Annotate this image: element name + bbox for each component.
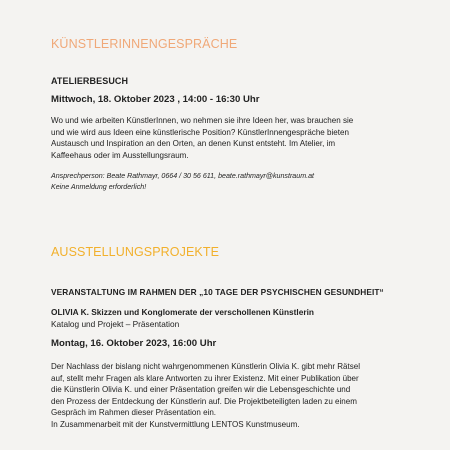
paragraph-line: In Zusammenarbeit mit der Kunstvermittlung LENTOS Kunstmuseum. bbox=[51, 419, 300, 429]
event-title-veranstaltung: VERANSTALTUNG IM RAHMEN DER „10 TAGE DER PSYCHISCHEN GESUNDHEIT“ bbox=[51, 287, 384, 297]
paragraph-line: Wo und wie arbeiten KünstlerInnen, wo nehmen sie ihre Ideen her, was brauchen sie bbox=[51, 116, 354, 125]
paragraph-line: auf, stellt mehr Fragen als klare Antworten zu ihrer Existenz. Mit einer Publikation über bbox=[51, 373, 359, 383]
event-subtitle-olivia-k: OLIVIA K. Skizzen und Konglomerate der verschollenen Künstlerin bbox=[51, 307, 314, 317]
contact-line: Ansprechperson: Beate Rathmayr, 0664 / 30 56 611, beate.rathmayr@kunstraum.at bbox=[51, 172, 314, 180]
paragraph-line: den Prozess der Entdeckung der Künstlerin auf. Die Projektbeteiligten laden zu einem bbox=[51, 396, 357, 406]
paragraph-line: die Künstlerin Olivia K. und einer Präsentation greifen wir die Lebensgeschichte und bbox=[51, 385, 351, 395]
paragraph-line: Der Nachlass der bislang nicht wahrgenommenen Künstlerin Olivia K. gibt mehr Rätsel bbox=[51, 362, 361, 371]
event-description-atelierbesuch bbox=[51, 115, 401, 161]
event-subtitle-block bbox=[51, 307, 401, 330]
event-subtitle-katalog: Katalog und Projekt – Präsentation bbox=[51, 318, 180, 329]
event-date-atelierbesuch: Mittwoch, 18. Oktober 2023 , 14:00 - 16:30 Uhr bbox=[51, 94, 260, 105]
event-date-olivia-k: Montag, 16. Oktober 2023, 16:00 Uhr bbox=[51, 338, 217, 349]
paragraph-line: Gespräch im Rahmen dieser Präsentation ein. bbox=[51, 408, 217, 418]
section-title-kuenstlerinnengespraeche: KÜNSTLERINNENGESPRÄCHE bbox=[51, 37, 238, 51]
paragraph-line: Kaffeehaus oder im Ausstellungsraum. bbox=[51, 150, 189, 160]
paragraph-line: Austausch und Inspiration an den Orten, an denen Kunst entsteht. Im Atelier, im bbox=[51, 139, 336, 149]
event-description-olivia-k bbox=[51, 361, 401, 431]
event-title-atelierbesuch: ATELIERBESUCH bbox=[51, 76, 129, 86]
section-title-ausstellungsprojekte: AUSSTELLUNGSPROJEKTE bbox=[51, 245, 220, 259]
registration-note: Keine Anmeldung erforderlich! bbox=[51, 182, 147, 191]
paragraph-line: und wie wird aus Ideen eine künstlerische Position? KünstlerInnengespräche bieten bbox=[51, 127, 349, 137]
contact-info bbox=[51, 171, 401, 192]
